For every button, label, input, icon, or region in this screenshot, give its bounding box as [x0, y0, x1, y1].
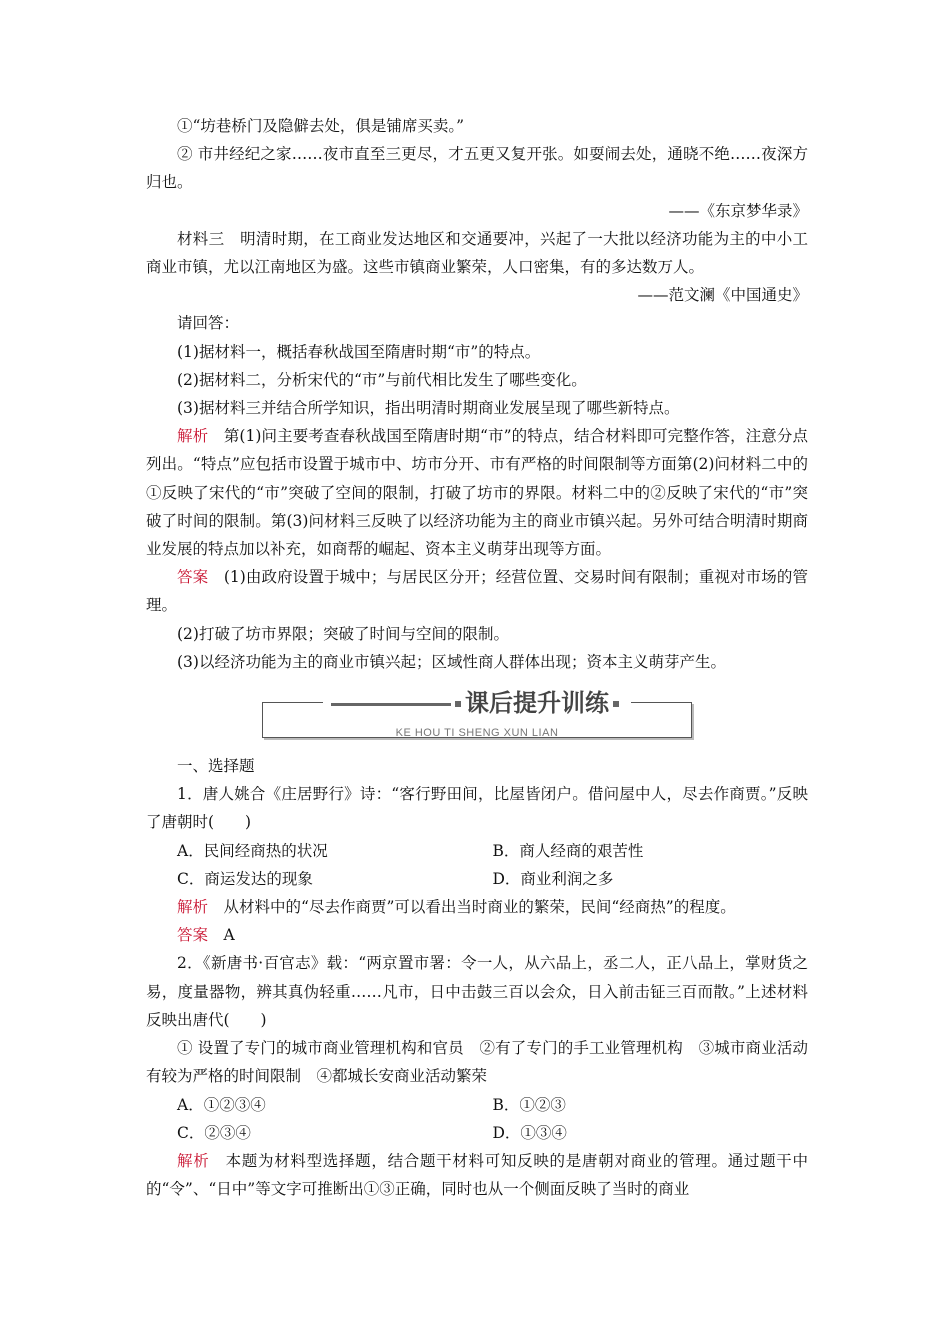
q1-options-row-2: [146, 865, 808, 893]
question-2: (2)据材料二，分析宋代的“市”与前代相比发生了哪些变化。: [177, 370, 587, 389]
analysis-text: 第(1)问主要考查春秋战国至隋唐时期“市”的特点，结合材料即可完整作答，注意分点列出。“特点”应包括市设置于城市中、坊市分开、市有严格的时间限制等方面第(2)问材料二中的①反映了宋代的“市”突破了空间的限制，打破了坊市的界限。材料二中的②反映了宋代的“市”突破了时间的限制。第(3)问材料三反映了以经济功能为主的商业市镇兴起。另外可结合明清时期商业发展的特点加以补充，如商帮的崛起、资本主义萌芽出现等方面。: [146, 427, 808, 559]
q1-stem: 1．唐人姚合《庄居野行》诗：“客行野田间，比屋皆闭户。借问屋中人，尽去作商贾。”反映了唐朝时( ): [146, 785, 808, 832]
q1-option-b: B．商人经商的艰苦性: [492, 841, 644, 860]
q2-options-row-2: [146, 1119, 808, 1147]
q2-option-c: C．②③④: [177, 1123, 251, 1142]
answer-text-2: (2)打破了坊市界限；突破了时间与空间的限制。: [177, 624, 509, 643]
q2-option-b: B．①②③: [492, 1095, 566, 1114]
banner-subtitle: KE HOU TI SHENG XUN LIAN: [395, 727, 559, 740]
q2-analysis-text: 本题为材料型选择题，结合题干材料可知反映的是唐朝对商业的管理。通过题干中的“令”、“日中”等文字可推断出①③正确，同时也从一个侧面反映了当时的商业: [146, 1151, 808, 1199]
q2-options-row-1: [146, 1091, 808, 1119]
question-1: (1)据材料一，概括春秋战国至隋唐时期“市”的特点。: [177, 342, 541, 361]
q1-analysis-text: 从材料中的“尽去作商贾”可以看出当时商业的繁荣，民间“经商热”的程度。: [208, 898, 736, 917]
q2-stem: 2．《新唐书·百官志》载：“两京置市署：令一人，从六品上，丞二人，正八品上，掌财货之易，度量器物，辨其真伪轻重……凡市，日中击鼓三百以会众，日入前击钲三百而散。”上述材料反映出唐代( ): [146, 954, 808, 1029]
q1-answer: [146, 921, 808, 949]
q1-answer-value: A: [208, 926, 235, 945]
q2-analysis-label: 解析: [177, 1151, 210, 1170]
analysis-label: 解析: [177, 427, 209, 446]
banner-left-rule: [331, 703, 451, 706]
banner-right-dot: [613, 701, 619, 707]
banner-left-dot: [455, 701, 461, 707]
q2-option-a: A．①②③④: [177, 1095, 266, 1114]
banner-title: 课后提升训练: [465, 689, 609, 718]
q2-option-d: D．①③④: [492, 1123, 567, 1142]
q1-options-row-1: [146, 837, 808, 865]
document-page: [146, 112, 808, 1203]
answer-paragraph: [146, 563, 808, 619]
material2-line1: ①“坊巷桥门及隐僻去处，俱是铺席买卖。”: [177, 117, 465, 135]
q2-statements: ① 设置了专门的城市商业管理机构和官员 ②有了专门的手工业管理机构 ③城市商业活动有较为严格的时间限制 ④都城长安商业活动繁荣: [146, 1039, 808, 1086]
q1-option-d: D．商业利润之多: [492, 869, 614, 888]
answer-label: 答案: [177, 568, 209, 587]
q1-analysis-label: 解析: [177, 898, 209, 917]
question-3: (3)据材料三并结合所学知识，指出明清时期商业发展呈现了哪些新特点。: [177, 399, 680, 418]
section-banner: [146, 688, 808, 744]
q1-answer-label: 答案: [177, 926, 209, 945]
material3-text: 材料三 明清时期，在工商业发达地区和交通要冲，兴起了一大批以经济功能为主的中小工商业市镇，尤以江南地区为盛。这些市镇商业繁荣，人口密集，有的多达数万人。: [146, 229, 808, 277]
answer-text-3: (3)以经济功能为主的商业市镇兴起；区域性商人群体出现；资本主义萌芽产生。: [177, 652, 726, 671]
q1-option-c: C．商运发达的现象: [177, 869, 313, 888]
analysis-paragraph: [146, 422, 808, 563]
banner-title-row: [146, 688, 808, 718]
material2-line2: ② 市井经纪之家……夜市直至三更尽，才五更又复开张。如耍闹去处，通晓不绝……夜深方归也。: [146, 145, 808, 192]
q1-analysis: [146, 893, 808, 921]
questions-prompt: 请回答：: [177, 314, 240, 333]
material3-source: ——范文澜《中国通史》: [637, 286, 808, 305]
material2-source: ——《东京梦华录》: [668, 201, 808, 220]
q1-option-a: A．民间经商热的状况: [177, 841, 328, 860]
q2-analysis: [146, 1147, 808, 1203]
section-heading: 一、选择题: [177, 757, 255, 776]
answer-text-1: (1)由政府设置于城中；与居民区分开；经营位置、交易时间有限制；重视对市场的管理。: [146, 568, 808, 615]
